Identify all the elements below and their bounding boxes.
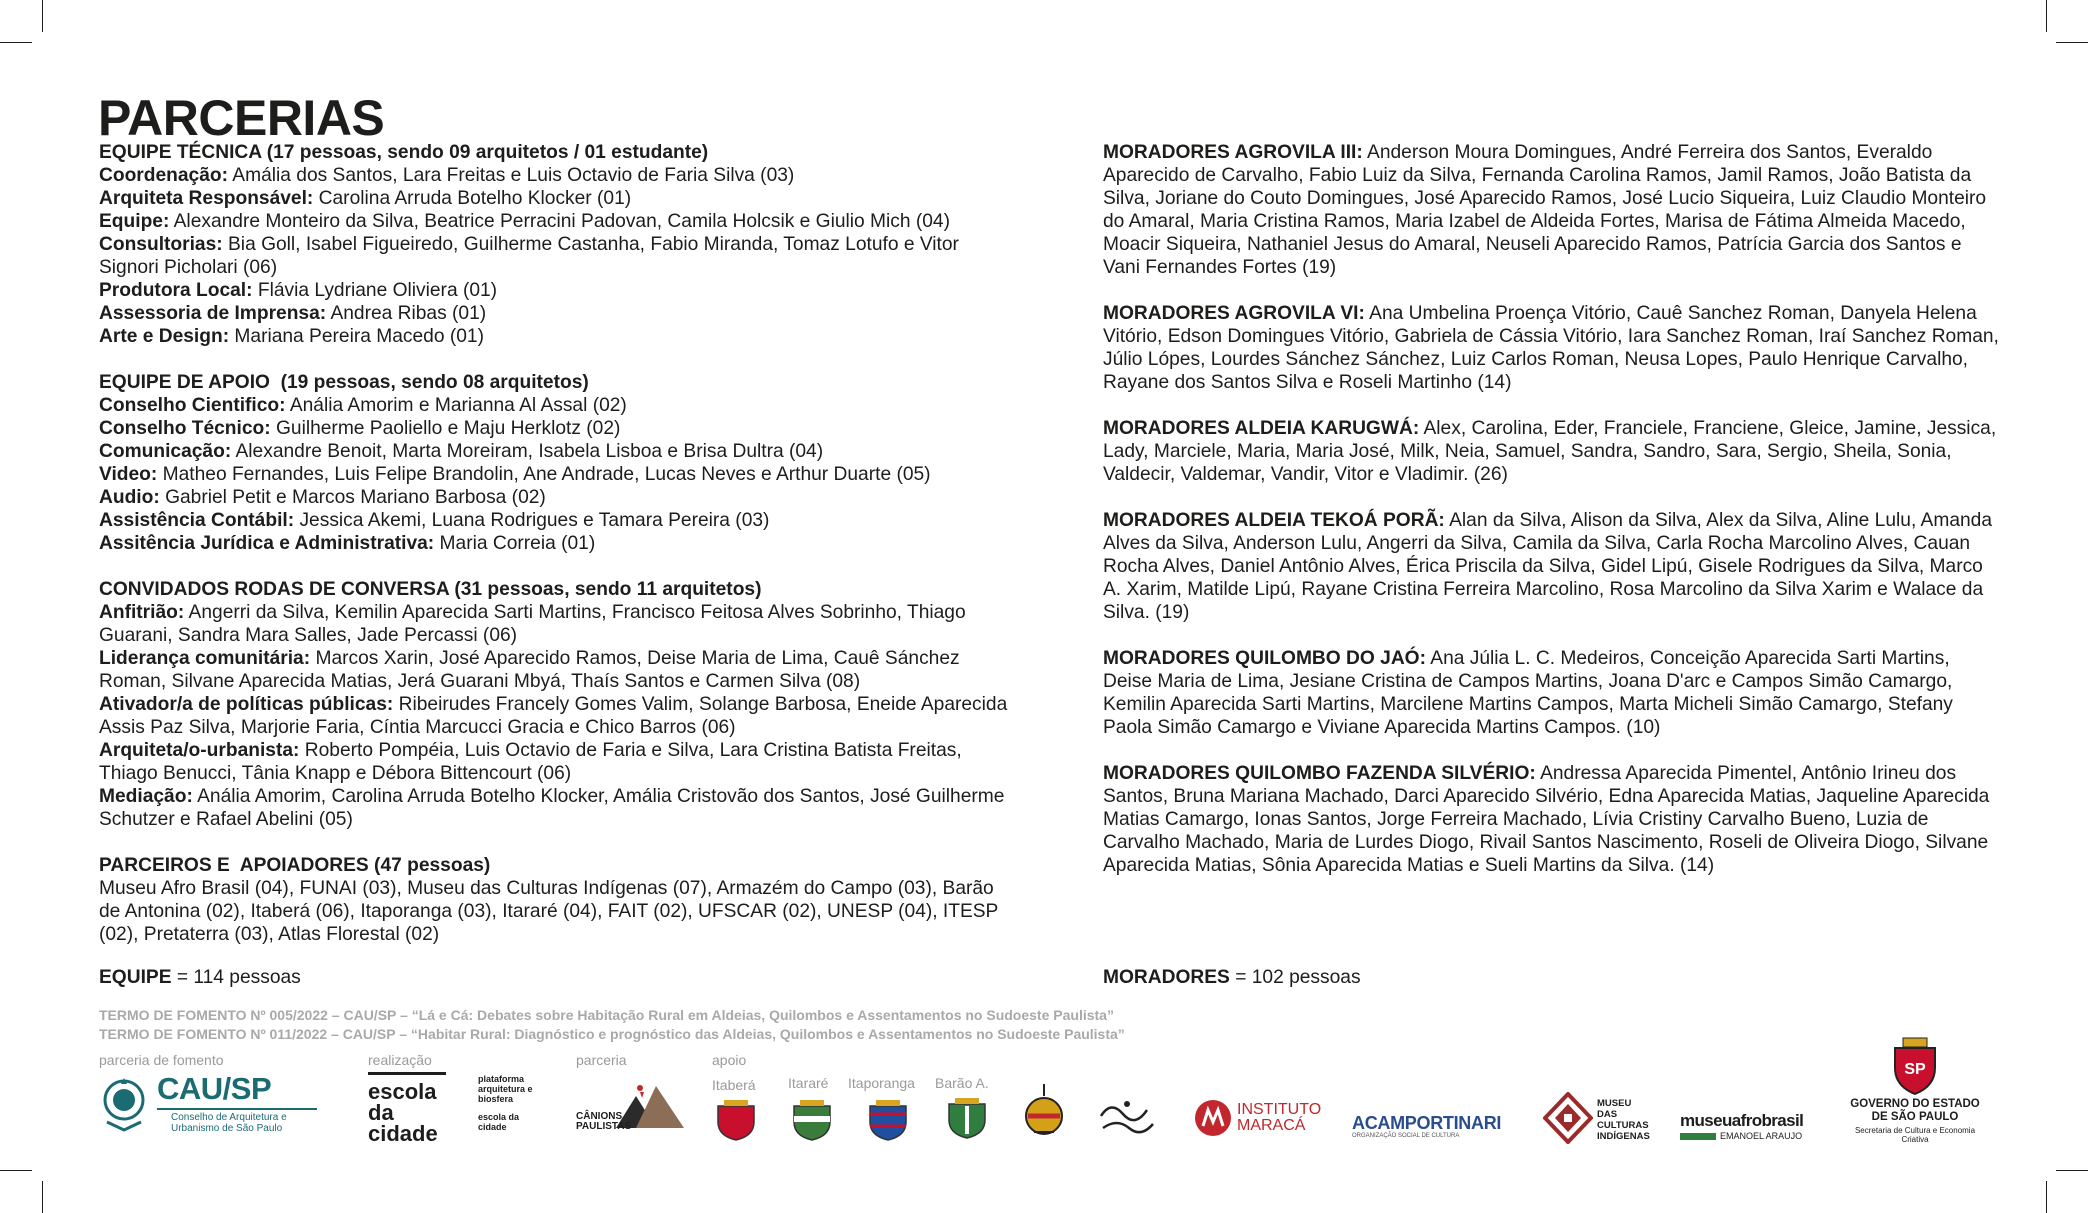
plataforma-logo [478, 1074, 548, 1132]
credit-line: Conselho Cientifico: Anália Amorim e Marianna Al Assal (02) [99, 395, 627, 416]
credit-line: Assessoria de Imprensa: Andrea Ribas (01) [99, 303, 487, 324]
termo-fomento-line: TERMO DE FOMENTO Nº 011/2022 – CAU/SP – “Habitar Rural: Diagnóstico e prognóstico das Aldeias, Quilombos e Assentamentos no Sudoeste Paulista” [99, 1026, 1125, 1042]
governo-sp-logo [1842, 1034, 1988, 1144]
credit-line: Produtora Local: Flávia Lydriane Oliviera (01) [99, 280, 498, 301]
credit-line: Liderança comunitária: Marcos Xarin, José Aparecido Ramos, Deise Maria de Lima, Cauê Sánchez Roman, Silvane Aparecida Matias, Jerá Guarani Mbyá, Thaís Santos e Carmen Silva (08) [99, 648, 960, 692]
moradores-block: MORADORES ALDEIA KARUGWÁ: Alex, Carolina, Eder, Franciele, Franciene, Gleice, Jamine, Jessica, Lady, Marciele, Maria, Maria José, Milk, Neia, Samuel, Sandra, Sandro, Sara, Sergio, Sheila, Sonia, Valdecir, Valdemar, Vandir, Vitor e Vladimir. (26) [1103, 418, 1997, 485]
town-label: Itaporanga [848, 1075, 915, 1091]
crop-mark [42, 0, 43, 32]
acam-name: ACAMPORTINARI [1352, 1113, 1502, 1133]
parceiros-list: Museu Afro Brasil (04), FUNAI (03), Museu das Culturas Indígenas (07), Armazém do Campo (03), Barão de Antonina (02), Itaberá (06), Itaporanga (03), Itararé (04), FAIT (02), UFSCAR (02), UNESP (04), ITESP (02), Pretaterra (03), Atlas Florestal (02) [99, 878, 999, 945]
label-parceria: parceria [576, 1052, 627, 1068]
right-column [1103, 141, 2003, 900]
crop-mark [2046, 0, 2047, 32]
maraca-icon [1193, 1098, 1233, 1138]
crest-icon [866, 1098, 910, 1142]
museu-culturas-icon [1543, 1092, 1593, 1144]
parceiros-section [99, 854, 1014, 946]
equipe-total: EQUIPE = 114 pessoas [99, 967, 301, 988]
svg-text:SP: SP [1904, 1061, 1926, 1078]
canions-name: CÂNIONS PAULISTAS [576, 1111, 632, 1132]
convidados-section [99, 578, 1014, 831]
section-heading: PARCEIROS E APOIADORES (47 pessoas) [99, 855, 491, 876]
credit-line: Comunicação: Alexandre Benoit, Marta Moreiram, Isabela Lisboa e Brisa Dultra (04) [99, 441, 824, 462]
moradores-block: MORADORES AGROVILA VI: Ana Umbelina Proença Vitório, Cauê Sanchez Roman, Danyela Helena Vitório, Edson Domingues Vitório, Gabriela de Cássia Vitório, Iara Sanchez Roman, Iraí Sanchez Roman, Júlio Lópes, Lourdes Sánchez Sánchez, Luiz Carlos Roman, Neusa Lopes, Paulo Henrique Carvalho, Rayane dos Santos Silva e Roseli Martinho (14) [1103, 303, 1999, 393]
crop-mark [2056, 1170, 2088, 1171]
credit-line: Assitência Jurídica e Administrativa: Maria Correia (01) [99, 533, 596, 554]
plataforma-sub: escola da cidade [478, 1112, 520, 1132]
credit-line: Audio: Gabriel Petit e Marcos Mariano Barbosa (02) [99, 487, 546, 508]
crop-mark [0, 42, 32, 43]
moradores-block: MORADORES AGROVILA III: Anderson Moura Domingues, André Ferreira dos Santos, Everaldo Aparecido de Carvalho, Fabio Luiz da Silva, Fernanda Carolina Ramos, Jamil Ramos, João Batista da Silva, Joriane do Couto Domingues, José Aparecido Ramos, José Lucio Siqueira, Luiz Claudio Monteiro do Amaral, Maria Cristina Ramos, Maria Izabel de Aldeida Fortes, Marisa de Fátima Almeida Macedo, Moacir Siqueira, Nathaniel Jesus do Amaral, Neuseli Aparecido Ramos, Patrícia Garcia dos Santos e Vani Fernandes Fortes (19) [1103, 142, 1987, 278]
moradores-block: MORADORES ALDEIA TEKOÁ PORÃ: Alan da Silva, Alison da Silva, Alex da Silva, Aline Lulu, Amanda Alves da Silva, Anderson Lulu, Angerri da Silva, Camila da Silva, Carla Rocha Marcolino Alves, Cauan Rocha Alves, Daniel Antônio Alves, Érica Priscila da Silva, Gidel Lipú, Gisele Rodrigues da Silva, Marco A. Xarim, Matilde Lipú, Rayane Cristina Ferreira Marcolino, Rosa Marcolino da Silva Xarim e Walace da Silva. (19) [1103, 510, 1993, 623]
acam-sub: ORGANIZAÇÃO SOCIAL DE CULTURA [1352, 1133, 1460, 1139]
credit-line: Coordenação: Amália dos Santos, Lara Freitas e Luis Octavio de Faria Silva (03) [99, 165, 795, 186]
museu-culturas-name: MUSEU DAS CULTURAS INDÍGENAS [1597, 1098, 1650, 1142]
crop-mark [0, 1170, 32, 1171]
credit-line: Arquiteta/o-urbanista: Roberto Pompéia, Luis Octavio de Faria e Silva, Lara Cristina Batista Freitas, Thiago Benucci, Tânia Knapp e Débora Bittencourt (06) [99, 740, 962, 784]
museu-afro-brasil-logo [1680, 1112, 1820, 1141]
credit-line: Consultorias: Bia Goll, Isabel Figueiredo, Guilherme Castanha, Fabio Miranda, Tomaz Lotufo e Vitor Signori Picholari (06) [99, 234, 959, 278]
credit-line: Mediação: Anália Amorim, Carolina Arruda Botelho Klocker, Amália Cristovão dos Santos, José Guilherme Schutzer e Rafael Abelini (05) [99, 786, 1005, 830]
section-heading: CONVIDADOS RODAS DE CONVERSA (31 pessoas, sendo 11 arquitetos) [99, 579, 762, 600]
crest-icon [714, 1098, 758, 1142]
escola-name: escola da cidade [368, 1079, 438, 1146]
escola-rule [368, 1072, 446, 1075]
brasao-icon [99, 1074, 149, 1132]
label-realizacao: realização [368, 1052, 432, 1068]
crop-mark [2056, 42, 2088, 43]
crop-mark [2046, 1181, 2047, 1213]
governo-sub: Secretaria de Cultura e Economia Criativa [1854, 1126, 1976, 1144]
crest-icon [945, 1096, 989, 1140]
moradores-block: MORADORES QUILOMBO DO JAÓ: Ana Júlia L. C. Medeiros, Conceição Aparecida Sarti Martins, Deise Maria de Lima, Jesiane Cristina de Campos Martins, Joana D'arc e Campos Simão Camargo, Kemilin Aparecida Sarti Martins, Marcilene Martins Campos, Marta Micheli Simão Camargo, Stefany Paola Simão Camargo e Viviane Aparecida Martins Campos. (10) [1103, 648, 1953, 738]
credit-line: Assistência Contábil: Jessica Akemi, Luana Rodrigues e Tamara Pereira (03) [99, 510, 770, 531]
sp-brasao-icon [1887, 1034, 1943, 1096]
museu-culturas-indigenas-logo [1543, 1092, 1653, 1144]
emblem-icon [1022, 1082, 1066, 1144]
crest-icon [790, 1098, 834, 1142]
cau-rule [157, 1108, 317, 1110]
acam-portinari-logo [1352, 1114, 1512, 1140]
credit-line: Equipe: Alexandre Monteiro da Silva, Beatrice Perracini Padovan, Camila Holcsik e Giulio Mich (04) [99, 211, 950, 232]
credit-line: Arte e Design: Mariana Pereira Macedo (01) [99, 326, 484, 347]
town-label: Itaberá [712, 1077, 756, 1093]
armazem-do-campo-icon [1097, 1096, 1157, 1138]
equipe-tecnica-section [99, 141, 1014, 348]
left-column [99, 141, 1014, 969]
maraca-name: INSTITUTO MARACÁ [1237, 1101, 1322, 1134]
plataforma-name: plataforma arquitetura e biosfera [478, 1074, 533, 1104]
escola-da-cidade-logo [368, 1072, 448, 1144]
afro-color-bar [1680, 1133, 1716, 1140]
label-apoio: apoio [712, 1052, 747, 1068]
credit-line: Ativador/a de políticas públicas: Ribeirudes Francely Gomes Valim, Solange Barbosa, Eneide Aparecida Assis Paz Silva, Marjorie Faria, Cíntia Marcucci Gracia e Chico Barros (06) [99, 694, 1008, 738]
termo-fomento-line: TERMO DE FOMENTO Nº 005/2022 – CAU/SP – “Lá e Cá: Debates sobre Habitação Rural em Aldeias, Quilombos e Assentamentos no Sudoeste Paulista” [99, 1007, 1114, 1023]
moradores-block: MORADORES QUILOMBO FAZENDA SILVÉRIO: Andressa Aparecida Pimentel, Antônio Irineu dos Santos, Bruna Mariana Machado, Darci Aparecido Silvério, Edna Aparecida Matias, Jaqueline Aparecida Matias Camargo, Ionas Santos, Jorge Ferreira Machado, Lívia Cristiny Carvalho Bueno, Luzia de Carvalho Machado, Maria de Lurdes Diogo, Rivail Santos Nascimento, Roseli de Oliveira Diogo, Silvane Aparecida Matias, Sônia Aparecida Matias e Sueli Martins da Silva. (14) [1103, 763, 1990, 876]
section-heading: EQUIPE DE APOIO (19 pessoas, sendo 08 arquitetos) [99, 372, 589, 393]
credit-line: Conselho Técnico: Guilherme Paoliello e Maju Herklotz (02) [99, 418, 621, 439]
museuafro-sub: EMANOEL ARAUJO [1720, 1131, 1803, 1141]
page-title: PARCERIAS [98, 90, 385, 146]
instituto-maraca-logo [1193, 1098, 1323, 1138]
governo-name: GOVERNO DO ESTADO DE SÃO PAULO [1850, 1098, 1980, 1123]
town-label: Itararé [788, 1075, 829, 1091]
equipe-apoio-section [99, 371, 1014, 555]
canions-paulistas-logo [576, 1078, 686, 1138]
crop-mark [42, 1181, 43, 1213]
credit-line: Anfitrião: Angerri da Silva, Kemilin Aparecida Sarti Martins, Francisco Feitosa Alves Sobrinho, Thiago Guarani, Sandra Mara Salles, Jade Percassi (06) [99, 602, 966, 646]
moradores-total: MORADORES = 102 pessoas [1103, 967, 1361, 988]
cau-sp-logo [99, 1072, 321, 1134]
credit-line: Arquiteta Responsável: Carolina Arruda Botelho Klocker (01) [99, 188, 632, 209]
section-heading: EQUIPE TÉCNICA (17 pessoas, sendo 09 arquitetos / 01 estudante) [99, 142, 709, 163]
label-fomento: parceria de fomento [99, 1052, 224, 1068]
cau-name: CAU/SP [157, 1071, 272, 1106]
credit-line: Video: Matheo Fernandes, Luis Felipe Brandolin, Ane Andrade, Lucas Neves e Arthur Duarte (05) [99, 464, 931, 485]
museuafro-name: museuafrobrasil [1680, 1111, 1804, 1130]
cau-subtitle: Conselho de Arquitetura e Urbanismo de São Paulo [171, 1112, 287, 1134]
town-label: Barão A. [935, 1075, 989, 1091]
